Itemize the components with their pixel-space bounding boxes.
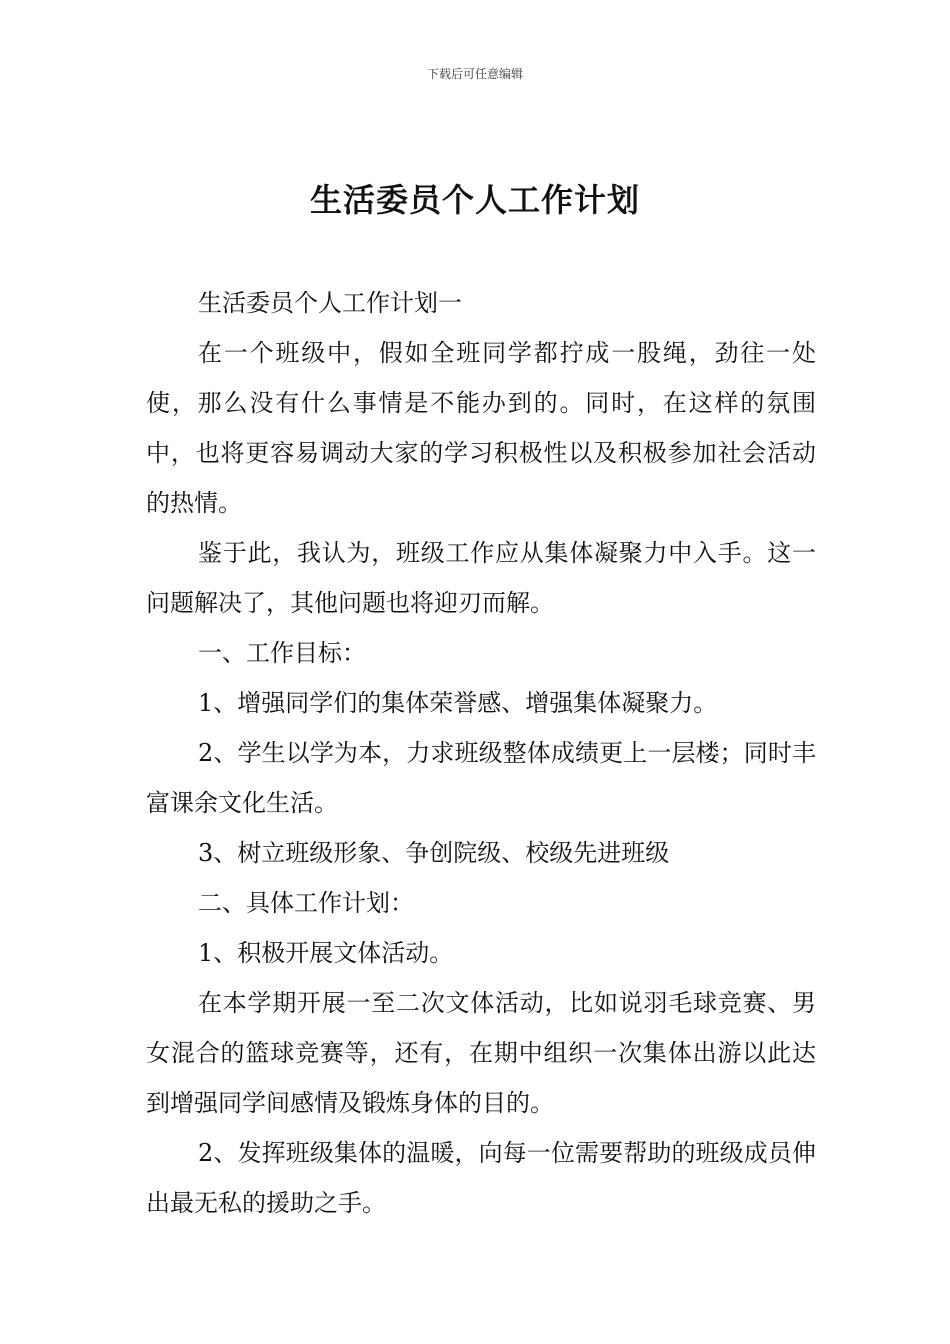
section-heading-goals: 一、工作目标： (198, 639, 366, 667)
document-body (146, 278, 816, 1228)
paragraph-subtitle: 生活委员个人工作计划一 (198, 289, 462, 317)
goal-item-1: 1、增强同学们的集体荣誉感、增强集体凝聚力。 (198, 689, 718, 717)
header-note: 下载后可任意编辑 (426, 67, 523, 81)
section-heading-plan: 二、具体工作计划： (198, 889, 414, 917)
paragraph-intro: 在一个班级中，假如全班同学都拧成一股绳，劲往一处使，那么没有什么事情是不能办到的。同时，在这样的氛围中，也将更容易调动大家的学习积极性以及积极参加社会活动的热情。 (146, 339, 816, 517)
plan-item-1-detail: 在本学期开展一至二次文体活动，比如说羽毛球竞赛、男女混合的篮球竞赛等，还有，在期中组织一次集体出游以此达到增强同学间感情及锻炼身体的目的。 (146, 989, 816, 1117)
plan-item-2: 2、发挥班级集体的温暖，向每一位需要帮助的班级成员伸出最无私的援助之手。 (146, 1139, 816, 1217)
goal-item-3: 3、树立班级形象、争创院级、校级先进班级 (198, 839, 670, 867)
plan-item-1: 1、积极开展文体活动。 (198, 939, 454, 967)
document-title: 生活委员个人工作计划 (309, 181, 640, 219)
paragraph-approach: 鉴于此，我认为，班级工作应从集体凝聚力中入手。这一问题解决了，其他问题也将迎刃而解。 (146, 539, 816, 617)
goal-item-2: 2、学生以学为本，力求班级整体成绩更上一层楼；同时丰富课余文化生活。 (146, 739, 816, 817)
